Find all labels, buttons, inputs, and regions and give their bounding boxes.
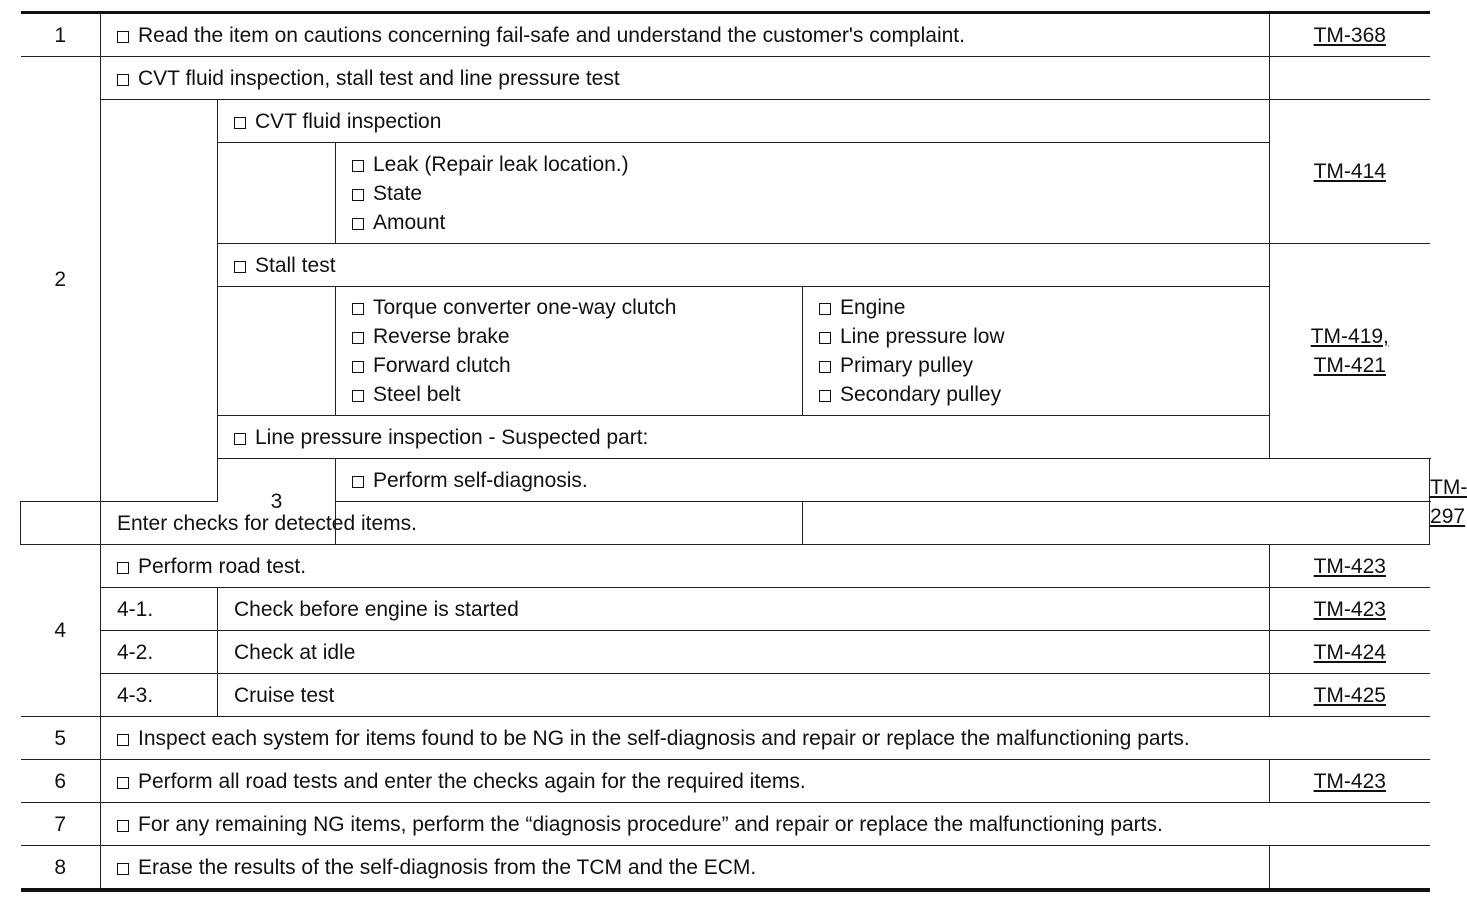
step-5-text: Inspect each system for items found to be NG in the self-diagnosis and repair or replace the malfunctioning parts. [138, 726, 1190, 750]
stall-test-refs[interactable]: TM-419, TM-421 [1270, 244, 1430, 459]
step-7-text: For any remaining NG items, perform the “diagnosis procedure” and repair or replace the malfunctioning parts. [138, 812, 1163, 836]
checkbox-icon[interactable] [117, 31, 129, 43]
checkbox-icon[interactable] [819, 390, 831, 402]
stall-item: Torque converter one-way clutch [352, 293, 802, 322]
checkbox-icon[interactable] [117, 777, 129, 789]
checkbox-icon[interactable] [819, 332, 831, 344]
fluid-item-leak: Leak (Repair leak location.) [352, 150, 1269, 179]
step-2-ref-empty [1270, 57, 1430, 100]
checkbox-icon[interactable] [352, 332, 364, 344]
checkbox-icon[interactable] [352, 160, 364, 172]
fluid-inspection-cell [218, 100, 1270, 143]
stall-test-cell [218, 244, 1270, 287]
stall-test-row [21, 244, 1430, 287]
fluid-item-amount: Amount [352, 208, 1269, 237]
worksheet-table [20, 11, 1467, 892]
checkbox-icon[interactable] [117, 820, 129, 832]
step-4-3-id: 4-3. [101, 674, 218, 717]
stall-items-left [336, 287, 803, 416]
step-4-3-row [21, 674, 1430, 717]
step-3-row: 3 Perform self-diagnosis. TM-297 [21, 459, 1430, 502]
step-4-2-text: Check at idle [218, 631, 1270, 674]
fluid-indent [218, 143, 336, 244]
step-1-cell [101, 13, 1270, 57]
step-4-3-text: Cruise test [218, 674, 1270, 717]
checkbox-icon[interactable] [819, 361, 831, 373]
checkbox-icon[interactable] [234, 261, 246, 273]
step-6-number: 6 [21, 760, 101, 803]
line-pressure-cell [218, 416, 1270, 459]
step-5-row [21, 717, 1430, 760]
step-8-row [21, 846, 1430, 891]
step-1-row [21, 13, 1430, 57]
step-4-row [21, 545, 1430, 588]
step-8-text: Erase the results of the self-diagnosis from the TCM and the ECM. [138, 855, 757, 879]
step-3-text: Perform self-diagnosis. [373, 468, 588, 492]
step-4-2-id: 4-2. [101, 631, 218, 674]
checkbox-icon[interactable] [352, 218, 364, 230]
fluid-items-cell [336, 143, 1270, 244]
fluid-inspection-ref[interactable]: TM-414 [1270, 100, 1430, 244]
checkbox-icon[interactable] [117, 734, 129, 746]
stall-item: Reverse brake [352, 322, 802, 351]
line-pressure-text: Line pressure inspection - Suspected part: [255, 425, 649, 449]
step-8-ref-empty [1270, 846, 1430, 891]
step-3-sub-text: Enter checks for detected items. [101, 502, 803, 545]
step-3-number: 3 [218, 459, 336, 545]
stall-indent [218, 287, 336, 416]
checkbox-icon[interactable] [819, 303, 831, 315]
checkbox-icon[interactable] [117, 74, 129, 86]
step-1-ref[interactable]: TM-368 [1270, 13, 1430, 57]
stall-items-right [803, 287, 1270, 416]
fluid-inspection-title: CVT fluid inspection [255, 109, 442, 133]
step-4-text: Perform road test. [138, 554, 307, 578]
checkbox-icon[interactable] [352, 476, 364, 488]
checkbox-icon[interactable] [352, 303, 364, 315]
step-4-1-ref[interactable]: TM-423 [1270, 588, 1430, 631]
step-3-cell [336, 459, 1430, 502]
stall-item: Secondary pulley [819, 380, 1269, 409]
step-2-row [21, 57, 1430, 100]
step-4-number: 4 [21, 545, 101, 717]
step-6-ref[interactable]: TM-423 [1270, 760, 1430, 803]
step-5-number: 5 [21, 717, 101, 760]
fluid-items-row [21, 143, 1430, 244]
stall-item: Forward clutch [352, 351, 802, 380]
step-4-2-row [21, 631, 1430, 674]
step-4-ref[interactable]: TM-423 [1270, 545, 1430, 588]
step-2-indent [101, 100, 218, 502]
step-4-3-ref[interactable]: TM-425 [1270, 674, 1430, 717]
step-6-cell [101, 760, 1270, 803]
step-7-cell [101, 803, 1430, 846]
step-2-cell [101, 57, 1270, 100]
step-1-number: 1 [21, 13, 101, 57]
fluid-inspection-row [21, 100, 1430, 143]
line-pressure-row [21, 416, 1430, 459]
step-7-row [21, 803, 1430, 846]
checkbox-icon[interactable] [352, 390, 364, 402]
stall-items-row [21, 287, 1430, 416]
step-3-indent [21, 502, 101, 545]
step-4-2-ref[interactable]: TM-424 [1270, 631, 1430, 674]
step-5-cell [101, 717, 1430, 760]
step-1-text: Read the item on cautions concerning fail-safe and understand the customer's complaint. [138, 23, 965, 47]
checkbox-icon[interactable] [352, 189, 364, 201]
step-4-1-row [21, 588, 1430, 631]
step-4-1-id: 4-1. [101, 588, 218, 631]
checkbox-icon[interactable] [117, 863, 129, 875]
checkbox-icon[interactable] [234, 117, 246, 129]
stall-item: Primary pulley [819, 351, 1269, 380]
step-3-sub-row [21, 502, 1430, 545]
stall-item: Engine [819, 293, 1269, 322]
stall-item: Line pressure low [819, 322, 1269, 351]
stall-item: Steel belt [352, 380, 802, 409]
step-8-cell [101, 846, 1270, 891]
step-7-number: 7 [21, 803, 101, 846]
diagnostic-worksheet [20, 11, 1467, 892]
step-8-number: 8 [21, 846, 101, 891]
checkbox-icon[interactable] [117, 562, 129, 574]
checkbox-icon[interactable] [352, 361, 364, 373]
checkbox-icon[interactable] [234, 433, 246, 445]
step-4-1-text: Check before engine is started [218, 588, 1270, 631]
stall-test-title: Stall test [255, 253, 336, 277]
step-4-cell [101, 545, 1270, 588]
step-6-row [21, 760, 1430, 803]
step-6-text: Perform all road tests and enter the checks again for the required items. [138, 769, 806, 793]
step-2-text: CVT fluid inspection, stall test and line pressure test [138, 66, 620, 90]
step-2-number: 2 [21, 57, 101, 502]
fluid-item-state: State [352, 179, 1269, 208]
